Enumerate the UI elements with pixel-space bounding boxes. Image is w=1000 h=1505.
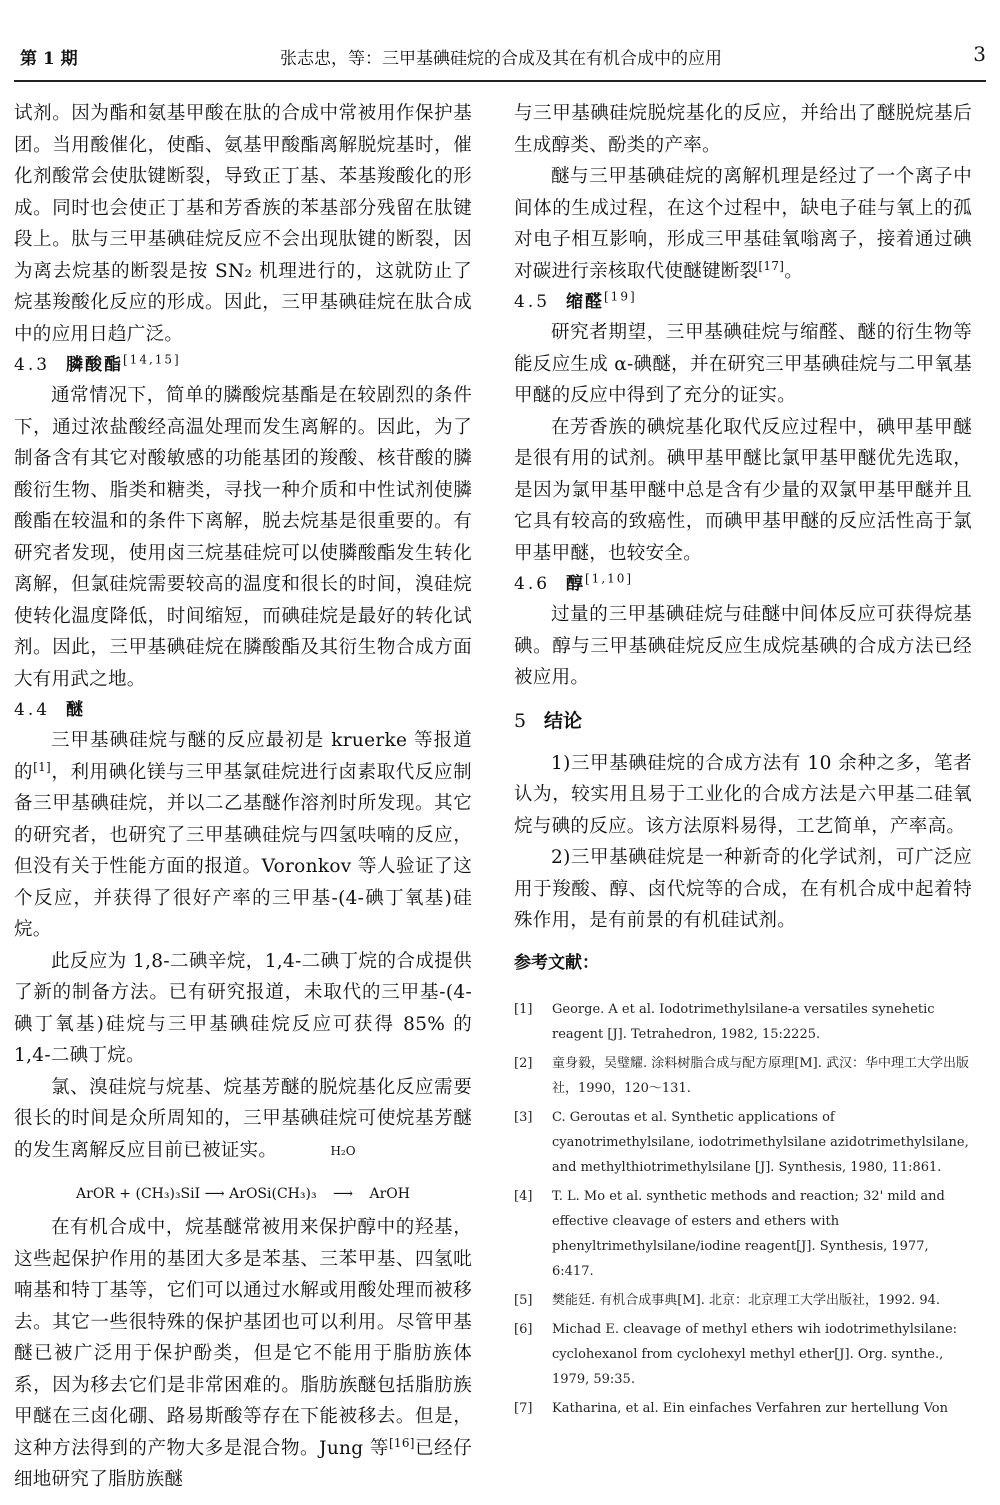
reference-text: 樊能廷. 有机合成事典[M]. 北京：北京理工大学出版社，1992. 94.	[552, 1292, 941, 1308]
reference-number: [1]	[514, 1001, 533, 1017]
section-title: 缩醛	[566, 292, 604, 312]
section-title: 结论	[544, 709, 583, 732]
paragraph	[14, 725, 472, 946]
section-title: 膦酸酯	[66, 355, 123, 375]
reference-item	[514, 997, 972, 1047]
section-heading-4-6	[514, 569, 972, 599]
reaction-arrow: ⟶	[204, 1186, 225, 1202]
reference-item	[514, 1051, 972, 1101]
reaction-arrow-labeled: H₂O ⟶	[321, 1166, 365, 1222]
reaction-equation	[14, 1144, 472, 1212]
citation: [1,10]	[585, 571, 634, 586]
citation: [1]	[33, 759, 52, 774]
paragraph-text: ，利用碘化镁与三甲基氯硅烷进行卤素取代反应制备三甲基碘硅烷，并以二乙基醚作溶剂时所发现。其它的研究者，也研究了三甲基碘硅烷与四氢呋喃的反应，但没有关于性能方面的报道。Voronkov 等人验证了这个反应，并获得了很好产率的三甲基-(4-碘丁氧基)硅烷。	[14, 761, 472, 940]
reference-item	[514, 1317, 972, 1392]
reference-number: [2]	[514, 1055, 533, 1071]
citation: [16]	[388, 1435, 415, 1450]
reference-item	[514, 1105, 972, 1180]
arrow-reagent: H₂O	[330, 1144, 356, 1158]
reference-text: C. Geroutas et al. Synthetic applications of cyanotrimethylsilane, iodotrimethylsilane azidotrimethylsilane, and methylthiotrimethylsilane [J]. Synthesis, 1980, 11:861.	[552, 1109, 969, 1175]
paragraph: 氯、溴硅烷与烷基、烷基芳醚的脱烷基化反应需要很长的时间是众所周知的，三甲基碘硅烷可使烷基芳醚的发生离解反应目前已被证实。	[14, 1076, 472, 1161]
paragraph-text: 醚与三甲基碘硅烷的离解机理是经过了一个离子中间体的生成过程，在这个过程中，缺电子硅与氧上的孤对电子相互影响，形成三甲基硅氧嗡离子，接着通过碘对碳进行亲核取代使醚键断裂	[514, 166, 972, 282]
paragraph-text: 三甲基碘硅烷与醚的反应最初是 kruerke 等报道的	[14, 730, 472, 783]
section-heading-4-5	[514, 287, 972, 317]
section-heading-4-4	[14, 695, 472, 725]
reference-number: [5]	[514, 1292, 533, 1308]
citation: [19]	[604, 289, 637, 304]
paragraph: 研究者期望，三甲基碘硅烷与缩醛、醚的衍生物等能反应生成 α-碘醚，并在研究三甲基碘硅烷与二甲氧基甲醚的反应中得到了充分的证实。	[514, 322, 972, 406]
section-heading-4-3	[14, 350, 472, 380]
paragraph: 过量的三甲基碘硅烷与硅醚中间体反应可获得烷基碘。醇与三甲基碘硅烷反应生成烷基碘的合成方法已经被应用。	[514, 604, 972, 688]
reference-item	[514, 1184, 972, 1284]
reference-number: [7]	[514, 1400, 533, 1416]
reference-text: T. L. Mo et al. synthetic methods and reaction; 32' mild and effective cleavage of esters and ethers with phenyltrimethylsilane/iodine reagent[J]. Synthesis, 1977, 6:417.	[552, 1188, 945, 1279]
eq-product: ArOH	[369, 1186, 410, 1202]
eq-reactants: ArOR + (CH₃)₃SiI	[76, 1186, 201, 1202]
section-title: 醇	[566, 574, 585, 594]
paragraph: 此反应为 1,8-二碘辛烷，1,4-二碘丁烷的合成提供了新的制备方法。已有研究报道，未取代的三甲基-(4-碘丁氧基)硅烷与三甲基碘硅烷反应可获得 85% 的 1,4-二碘丁烷。	[14, 950, 472, 1066]
paragraph-text: 在有机合成中，烷基醚常被用来保护醇中的羟基，这些起保护作用的基团大多是苯基、三苯甲基、四氢吡喃基和特丁基等，它们可以通过水解或用酸处理而被移去。其它一些很特殊的保护基团也可以利用。尽管甲基醚已被广泛用于保护酚类，但是它不能用于脂肪族体系，因为移去它们是非常困难的。脂肪族醚包括脂肪族甲醚在三卤化硼、路易斯酸等存在下能被移去。但是，这种方法得到的产物大多是混合物。Jung 等	[14, 1217, 472, 1459]
section-heading-5	[514, 706, 972, 736]
citation: [17]	[758, 258, 785, 273]
reference-number: [3]	[514, 1109, 533, 1125]
citation: [14,15]	[123, 352, 181, 367]
section-title: 醚	[66, 700, 85, 720]
paragraph-text: 。	[784, 260, 804, 282]
reference-item	[514, 1396, 972, 1421]
issue-label: 第 1 期	[20, 49, 78, 69]
paragraph	[14, 1212, 472, 1496]
references-heading: 参考文献：	[514, 952, 599, 973]
reference-list	[514, 997, 972, 1421]
paragraph: 与三甲基碘硅烷脱烷基化的反应，并给出了醚脱烷基后生成醇类、酚类的产率。	[514, 103, 972, 156]
header-rule	[14, 80, 986, 82]
right-column	[514, 98, 972, 1425]
reference-number: [6]	[514, 1321, 533, 1337]
section-number: 4.3	[14, 355, 51, 375]
page-header	[16, 44, 986, 84]
paragraph-text: 已经仔细地研究了脂肪族醚	[14, 1437, 472, 1490]
page-number: 3	[973, 42, 986, 66]
reference-text: George. A et al. Iodotrimethylsilane-a versatiles synehetic reagent [J]. Tetrahedron, 1982, 15:2225.	[552, 1001, 935, 1042]
section-number: 4.4	[14, 700, 51, 720]
reference-item	[514, 1288, 972, 1313]
section-number: 4.5	[514, 292, 551, 312]
paragraph: 1)三甲基碘硅烷的合成方法有 10 余种之多，笔者认为，较实用且易于工业化的合成方法是六甲基二硅氧烷与碘的反应。该方法原料易得，工艺简单，产率高。	[514, 752, 972, 837]
paragraph: 通常情况下，简单的膦酸烷基酯是在较剧烈的条件下，通过浓盐酸经高温处理而发生离解的。因此，为了制备含有其它对酸敏感的功能基团的羧酸、核苷酸的膦酸衍生物、脂类和糖类，寻找一种介质和中性试剂使膦酸酯在较温和的条件下离解，脱去烷基是很重要的。有研究者发现，使用卤三烷基硅烷可以使膦酸酯发生转化离解，但氯硅烷需要较高的温度和很长的时间，溴硅烷使转化温度降低，时间缩短，而碘硅烷是最好的转化试剂。因此，三甲基碘硅烷在膦酸酯及其衍生物合成方面大有用武之地。	[14, 385, 472, 690]
reference-text: 童身毅，吴璧耀. 涂料树脂合成与配方原理[M]. 武汉：华中理工大学出版社，1990，120～131.	[552, 1055, 969, 1096]
left-column	[14, 98, 472, 1496]
reference-text: Katharina, et al. Ein einfaches Verfahren zur hertellung Von	[552, 1400, 949, 1416]
eq-intermediate: ArOSi(CH₃)₃	[229, 1186, 317, 1202]
reference-number: [4]	[514, 1188, 533, 1204]
reference-text: Michad E. cleavage of methyl ethers wih iodotrimethylsilane: cyclohexanol from cyclohexyl methyl ether[J]. Org. synthe., 1979, 59:35.	[552, 1321, 958, 1387]
paragraph	[514, 161, 972, 287]
section-number: 4.6	[514, 574, 551, 594]
running-title: 张志忠，等：三甲基碘硅烷的合成及其在有机合成中的应用	[280, 49, 722, 69]
paragraph: 2)三甲基碘硅烷是一种新奇的化学试剂，可广泛应用于羧酸、醇、卤代烷等的合成，在有机合成中起着特殊作用，是有前景的有机硅试剂。	[514, 847, 972, 931]
paragraph: 试剂。因为酯和氨基甲酸在肽的合成中常被用作保护基团。当用酸催化，使酯、氨基甲酸酯离解脱烷基时，催化剂酸常会使肽键断裂，导致正丁基、苯基羧酸化的形成。同时也会使正丁基和芳香族的苯基部分残留在肽键段上。肽与三甲基碘硅烷反应不会出现肽键的断裂，因为离去烷基的断裂是按 SN₂ 机理进行的，这就防止了烷基羧酸化反应的形成。因此，三甲基碘硅烷在肽合成中的应用日趋广泛。	[14, 103, 472, 345]
paragraph: 在芳香族的碘烷基化取代反应过程中，碘甲基甲醚是很有用的试剂。碘甲基甲醚比氯甲基甲醚优先选取，是因为氯甲基甲醚中总是含有少量的双氯甲基甲醚并且它具有较高的致癌性，而碘甲基甲醚的反应活性高于氯甲基甲醚，也较安全。	[514, 416, 972, 564]
section-number: 5	[514, 709, 527, 732]
